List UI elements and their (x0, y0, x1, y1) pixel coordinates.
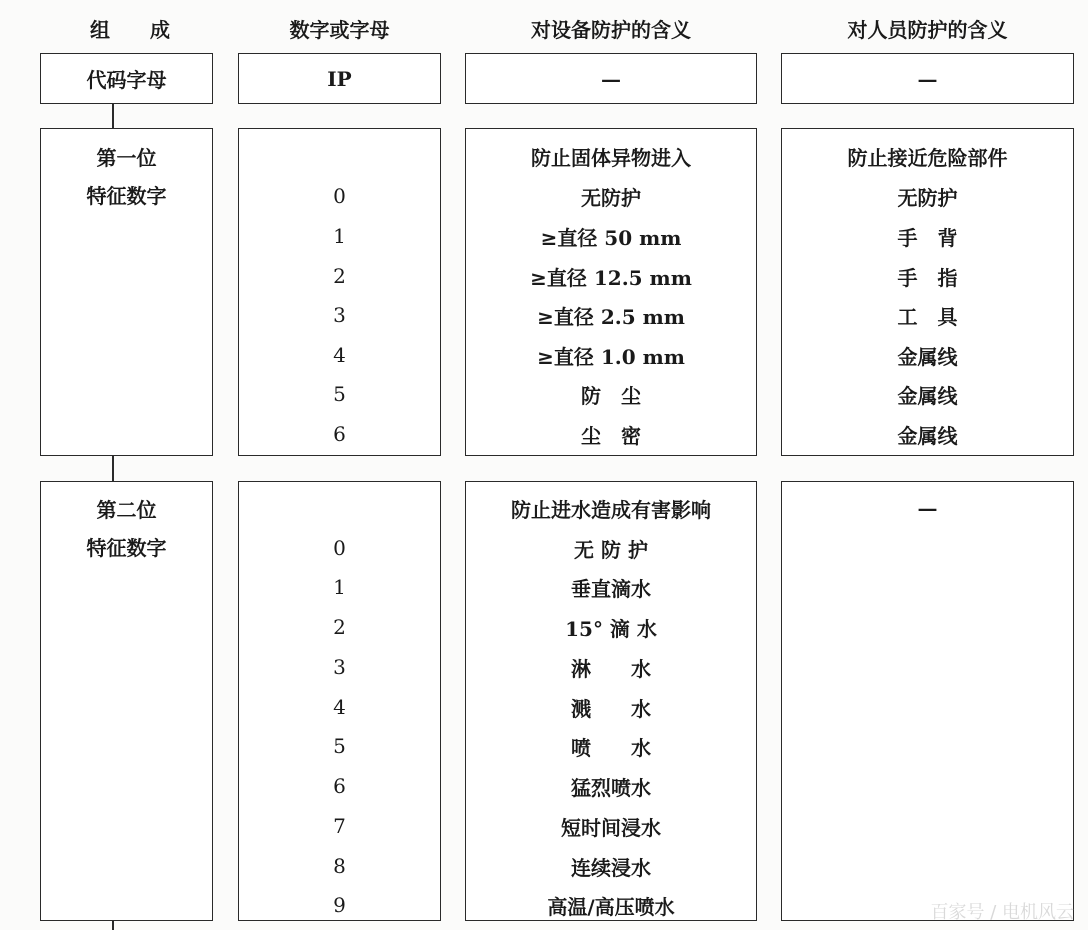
first-digit-label-line1: 第一位 (96, 145, 157, 170)
second-digit-numbers-box (238, 481, 441, 921)
second-digit-2: 2 (333, 615, 346, 639)
code-letter-label: 代码字母 (40, 53, 213, 104)
first-digit-personnel-5: 金属线 (897, 383, 958, 408)
second-digit-equipment-3: 淋 水 (571, 656, 651, 681)
first-digit-equipment-3: ≥直径 2.5 mm (537, 304, 685, 329)
second-digit-4: 4 (333, 695, 346, 719)
first-digit-6: 6 (333, 422, 346, 446)
watermark: 百家号 / 电机风云 (930, 902, 1074, 923)
second-digit-3: 3 (333, 655, 346, 679)
first-digit-personnel-3: 工 具 (897, 304, 958, 329)
header-personnel-meaning: 对人员防护的含义 (847, 18, 1008, 42)
first-digit-personnel-title: 防止接近危险部件 (847, 145, 1008, 170)
first-digit-1: 1 (333, 224, 346, 248)
second-digit-9: 9 (333, 893, 346, 917)
connector-line (112, 455, 114, 482)
first-digit-equipment-4: ≥直径 1.0 mm (537, 344, 685, 369)
second-digit-equipment-5: 喷 水 (571, 735, 651, 760)
first-digit-label-box (40, 128, 213, 456)
second-digit-5: 5 (333, 734, 346, 758)
header-equipment-meaning: 对设备防护的含义 (531, 18, 691, 42)
first-digit-equipment-0: 无防护 (581, 185, 641, 210)
code-equipment-dash: — (465, 53, 757, 104)
first-digit-equipment-6: 尘 密 (581, 423, 641, 448)
second-digit-equipment-1: 垂直滴水 (571, 576, 651, 601)
first-digit-personnel-box (781, 128, 1074, 456)
second-digit-6: 6 (333, 774, 346, 798)
first-digit-3: 3 (333, 303, 346, 327)
code-letter-value: IP (238, 53, 441, 104)
first-digit-personnel-0: 无防护 (897, 185, 958, 210)
second-digit-equipment-9: 高温/高压喷水 (547, 894, 675, 919)
first-digit-personnel-4: 金属线 (897, 344, 958, 369)
first-digit-equipment-5: 防 尘 (581, 383, 641, 408)
second-digit-0: 0 (333, 536, 346, 560)
second-digit-equipment-8: 连续浸水 (571, 855, 651, 880)
first-digit-equipment-2: ≥直径 12.5 mm (530, 265, 692, 290)
first-digit-label-line2: 特征数字 (86, 183, 167, 208)
first-digit-personnel-1: 手 背 (897, 225, 958, 250)
code-personnel-dash: — (781, 53, 1074, 104)
first-digit-equipment-1: ≥直径 50 mm (540, 225, 682, 250)
second-digit-label-box (40, 481, 213, 921)
second-digit-equipment-title: 防止进水造成有害影响 (511, 497, 711, 522)
header-digit-or-letter: 数字或字母 (289, 18, 390, 42)
second-digit-equipment-0: 无 防 护 (574, 537, 648, 562)
first-digit-equipment-box (465, 128, 757, 456)
second-digit-equipment-6: 猛烈喷水 (571, 775, 651, 800)
first-digit-2: 2 (333, 264, 346, 288)
connector-line (112, 920, 114, 930)
connector-line (112, 103, 114, 129)
second-digit-7: 7 (333, 814, 346, 838)
second-digit-equipment-2: 15° 滴 水 (565, 616, 657, 641)
first-digit-personnel-2: 手 指 (897, 265, 958, 290)
first-digit-personnel-6: 金属线 (897, 423, 958, 448)
second-digit-personnel-box (781, 481, 1074, 921)
first-digit-0: 0 (333, 184, 346, 208)
second-digit-label-line1: 第二位 (96, 497, 157, 522)
second-digit-equipment-4: 溅 水 (571, 696, 651, 721)
first-digit-equipment-title: 防止固体异物进入 (531, 145, 691, 170)
second-digit-label-line2: 特征数字 (86, 535, 167, 560)
first-digit-5: 5 (333, 382, 346, 406)
second-digit-personnel-dash: — (917, 496, 938, 520)
second-digit-equipment-7: 短时间浸水 (561, 815, 661, 840)
second-digit-equipment-box (465, 481, 757, 921)
first-digit-4: 4 (333, 343, 346, 367)
first-digit-numbers-box (238, 128, 441, 456)
second-digit-8: 8 (333, 854, 346, 878)
header-composition: 组 成 (90, 18, 170, 42)
second-digit-1: 1 (333, 575, 346, 599)
